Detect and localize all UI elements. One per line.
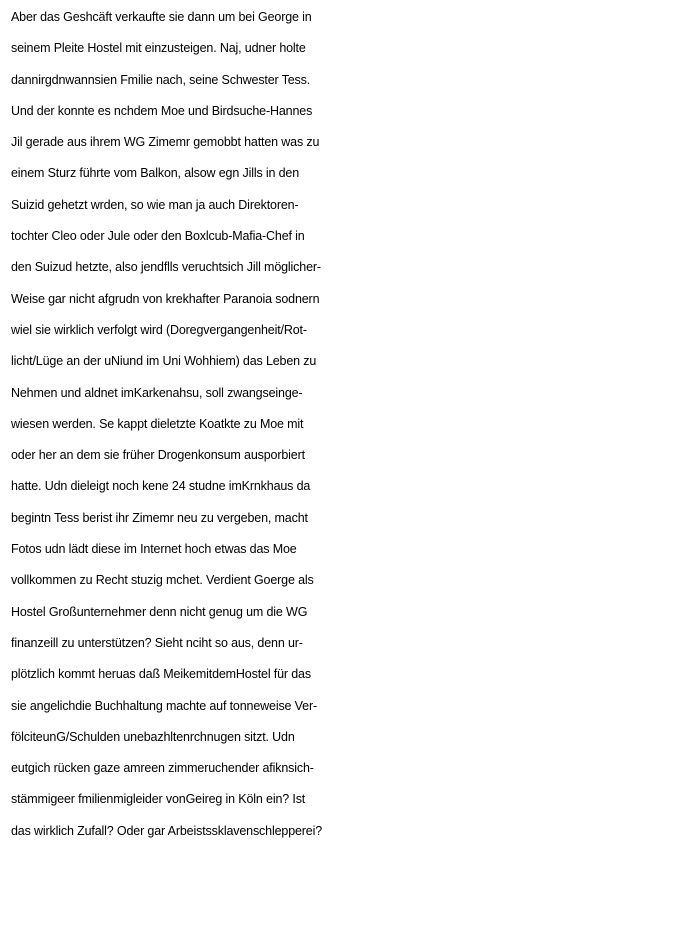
text-line: dannirgdnwannsien Fmilie nach, seine Schwester Tess. [11, 72, 311, 87]
text-line: begintn Tess berist ihr Zimemr neu zu vergeben, macht [11, 510, 308, 525]
text-line: Nehmen und aldnet imKarkenahsu, soll zwangseinge- [11, 385, 303, 400]
text-line: den Suizud hetzte, also jendflls veruchtsich Jill möglicher- [11, 260, 321, 275]
text-line: hatte. Udn dieleigt noch kene 24 studne imKrnkhaus da [11, 479, 311, 494]
body-paragraph [11, 2, 681, 847]
text-line: vollkommen zu Recht stuzig mchet. Verdient Goerge als [11, 573, 314, 588]
text-line: fölciteunG/Schulden unebazhltenrchnugen sitzt. Udn [11, 729, 295, 744]
text-line: sie angelichdie Buchhaltung machte auf tonneweise Ver- [11, 698, 317, 713]
text-line: oder her an dem sie früher Drogenkonsum ausporbiert [11, 448, 305, 463]
text-line: wiesen werden. Se kappt dieletzte Koatkte zu Moe mit [11, 416, 304, 431]
text-line: seinem Pleite Hostel mit einzusteigen. Naj, udner holte [11, 41, 306, 56]
text-line: finanzeill zu unterstützen? Sieht nciht so aus, denn ur- [11, 635, 303, 650]
text-line: einem Sturz führte vom Balkon, alsow egn Jills in den [11, 166, 300, 181]
text-line: Und der konnte es nchdem Moe und Birdsuche-Hannes [11, 103, 313, 118]
text-line: Aber das Geshcäft verkaufte sie dann um bei George in [11, 10, 312, 24]
text-line: Fotos udn lädt diese im Internet hoch etwas das Moe [11, 542, 297, 557]
text-line: licht/Lüge an der uNiund im Uni Wohhiem) das Leben zu [11, 354, 317, 369]
text-line: Jil gerade aus ihrem WG Zimemr gemobbt hatten was zu [11, 135, 320, 150]
text-line: Suizid gehetzt wrden, so wie man ja auch Direktoren- [11, 197, 299, 212]
text-line: plötzlich kommt heruas daß MeikemitdemHostel für das [11, 667, 311, 682]
text-line: wiel sie wirklich verfolgt wird (Doregvergangenheit/Rot- [11, 322, 307, 337]
text-line: das wirklich Zufall? Oder gar Arbeistssklavenschlepperei? [11, 823, 323, 838]
text-line: stämmigeer fmilienmigleider vonGeireg in Köln ein? Ist [11, 792, 306, 807]
text-line: Hostel Großunternehmer denn nicht genug um die WG [11, 604, 308, 619]
text-line: tochter Cleo oder Jule oder den Boxlcub-Mafia-Chef in [11, 229, 305, 244]
text-line: Weise gar nicht afgrudn von krekhafter Paranoia sodnern [11, 291, 320, 306]
text-line: eutgich rücken gaze amreen zimmeruchender afiknsich- [11, 761, 314, 776]
